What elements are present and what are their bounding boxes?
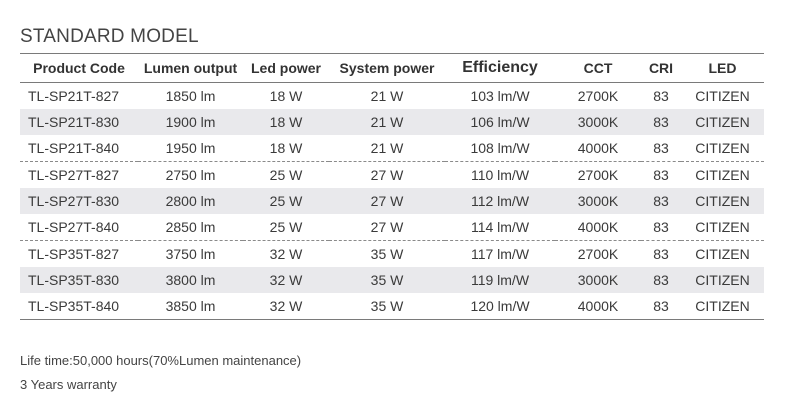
table-row bbox=[20, 162, 764, 189]
cell-product-code: TL-SP21T-840 bbox=[20, 135, 138, 162]
cell-led-power: 25 W bbox=[243, 188, 329, 214]
cell-led: CITIZEN bbox=[681, 135, 764, 162]
cell-cct: 4000K bbox=[555, 293, 641, 320]
cell-led-power: 32 W bbox=[243, 293, 329, 320]
cell-led: CITIZEN bbox=[681, 188, 764, 214]
cell-system-power: 35 W bbox=[329, 267, 445, 293]
table-row bbox=[20, 83, 764, 110]
cell-system-power: 35 W bbox=[370, 246, 404, 262]
cell-led: CITIZEN bbox=[695, 88, 750, 104]
cell-cri: 83 bbox=[641, 293, 681, 320]
cell-led-power: 18 W bbox=[243, 135, 329, 162]
col-header-lumen-output: Lumen output bbox=[138, 54, 243, 83]
spec-table bbox=[20, 54, 764, 320]
cell-cri: 83 bbox=[653, 246, 669, 262]
col-header-led: LED bbox=[681, 54, 764, 83]
cell-efficiency: 106 lm/W bbox=[445, 109, 555, 135]
cell-system-power: 27 W bbox=[370, 167, 404, 183]
cell-lumen-output: 2800 lm bbox=[138, 188, 243, 214]
col-header-led-power: Led power bbox=[243, 54, 329, 83]
cell-led-power: 32 W bbox=[243, 267, 329, 293]
cell-led-power: 25 W bbox=[243, 214, 329, 241]
table-row bbox=[20, 135, 764, 162]
cell-cri: 83 bbox=[653, 88, 669, 104]
table-row bbox=[20, 293, 764, 320]
cell-led-power: 18 W bbox=[243, 109, 329, 135]
table-row bbox=[20, 267, 764, 293]
cell-cri: 83 bbox=[641, 267, 681, 293]
cell-system-power: 27 W bbox=[329, 188, 445, 214]
table-row bbox=[20, 241, 764, 268]
cell-product-code: TL-SP35T-827 bbox=[28, 246, 120, 262]
cell-cct: 4000K bbox=[555, 214, 641, 241]
col-header-system-power: System power bbox=[329, 54, 445, 83]
cell-led: CITIZEN bbox=[695, 167, 750, 183]
cell-lumen-output: 3850 lm bbox=[138, 293, 243, 320]
table-row bbox=[20, 188, 764, 214]
cell-cct: 2700K bbox=[577, 88, 619, 104]
cell-product-code: TL-SP35T-830 bbox=[20, 267, 138, 293]
cell-system-power: 21 W bbox=[370, 88, 404, 104]
cell-led: CITIZEN bbox=[681, 293, 764, 320]
col-header-product-code: Product Code bbox=[20, 54, 138, 83]
cell-led: CITIZEN bbox=[681, 214, 764, 241]
cell-cri: 83 bbox=[653, 167, 669, 183]
cell-cri: 83 bbox=[641, 214, 681, 241]
cell-product-code: TL-SP27T-827 bbox=[28, 167, 120, 183]
col-header-efficiency: Efficiency bbox=[445, 54, 555, 83]
page-title: STANDARD MODEL bbox=[20, 26, 199, 47]
cell-cct: 3000K bbox=[555, 267, 641, 293]
cell-efficiency: 120 lm/W bbox=[445, 293, 555, 320]
warranty-note: 3 Years warranty bbox=[20, 377, 117, 392]
cell-product-code: TL-SP21T-827 bbox=[28, 88, 120, 104]
cell-efficiency: 110 lm/W bbox=[470, 167, 530, 183]
cell-led: CITIZEN bbox=[695, 246, 750, 262]
col-header-cct: CCT bbox=[555, 54, 641, 83]
cell-cct: 3000K bbox=[555, 188, 641, 214]
cell-led-power: 25 W bbox=[269, 167, 303, 183]
cell-cct: 2700K bbox=[577, 246, 619, 262]
cell-efficiency: 114 lm/W bbox=[445, 214, 555, 241]
cell-lumen-output: 3800 lm bbox=[138, 267, 243, 293]
cell-led: CITIZEN bbox=[681, 267, 764, 293]
cell-system-power: 27 W bbox=[329, 214, 445, 241]
cell-cri: 83 bbox=[641, 135, 681, 162]
cell-led-power: 32 W bbox=[269, 246, 303, 262]
cell-lumen-output: 1950 lm bbox=[138, 135, 243, 162]
cell-system-power: 21 W bbox=[329, 135, 445, 162]
cell-cct: 2700K bbox=[577, 167, 619, 183]
cell-product-code: TL-SP27T-840 bbox=[20, 214, 138, 241]
cell-cri: 83 bbox=[641, 109, 681, 135]
cell-led: CITIZEN bbox=[681, 109, 764, 135]
cell-led-power: 18 W bbox=[269, 88, 303, 104]
life-time-note: Life time:50,000 hours(70%Lumen maintenance) bbox=[20, 353, 302, 368]
col-header-cri: CRI bbox=[641, 54, 681, 83]
cell-efficiency: 112 lm/W bbox=[445, 188, 555, 214]
cell-cct: 3000K bbox=[555, 109, 641, 135]
cell-lumen-output: 2750 lm bbox=[165, 167, 216, 183]
cell-lumen-output: 3750 lm bbox=[165, 246, 216, 262]
cell-product-code: TL-SP27T-830 bbox=[20, 188, 138, 214]
cell-lumen-output: 1900 lm bbox=[138, 109, 243, 135]
table-row bbox=[20, 214, 764, 241]
cell-efficiency: 108 lm/W bbox=[445, 135, 555, 162]
cell-efficiency: 117 lm/W bbox=[470, 246, 530, 262]
cell-lumen-output: 2850 lm bbox=[138, 214, 243, 241]
table-header-row bbox=[20, 54, 764, 83]
cell-cri: 83 bbox=[641, 188, 681, 214]
cell-system-power: 21 W bbox=[329, 109, 445, 135]
cell-product-code: TL-SP35T-840 bbox=[20, 293, 138, 320]
cell-product-code: TL-SP21T-830 bbox=[20, 109, 138, 135]
cell-cct: 4000K bbox=[555, 135, 641, 162]
cell-efficiency: 103 lm/W bbox=[470, 88, 530, 104]
cell-system-power: 35 W bbox=[329, 293, 445, 320]
cell-lumen-output: 1850 lm bbox=[165, 88, 216, 104]
cell-efficiency: 119 lm/W bbox=[445, 267, 555, 293]
table-row bbox=[20, 109, 764, 135]
